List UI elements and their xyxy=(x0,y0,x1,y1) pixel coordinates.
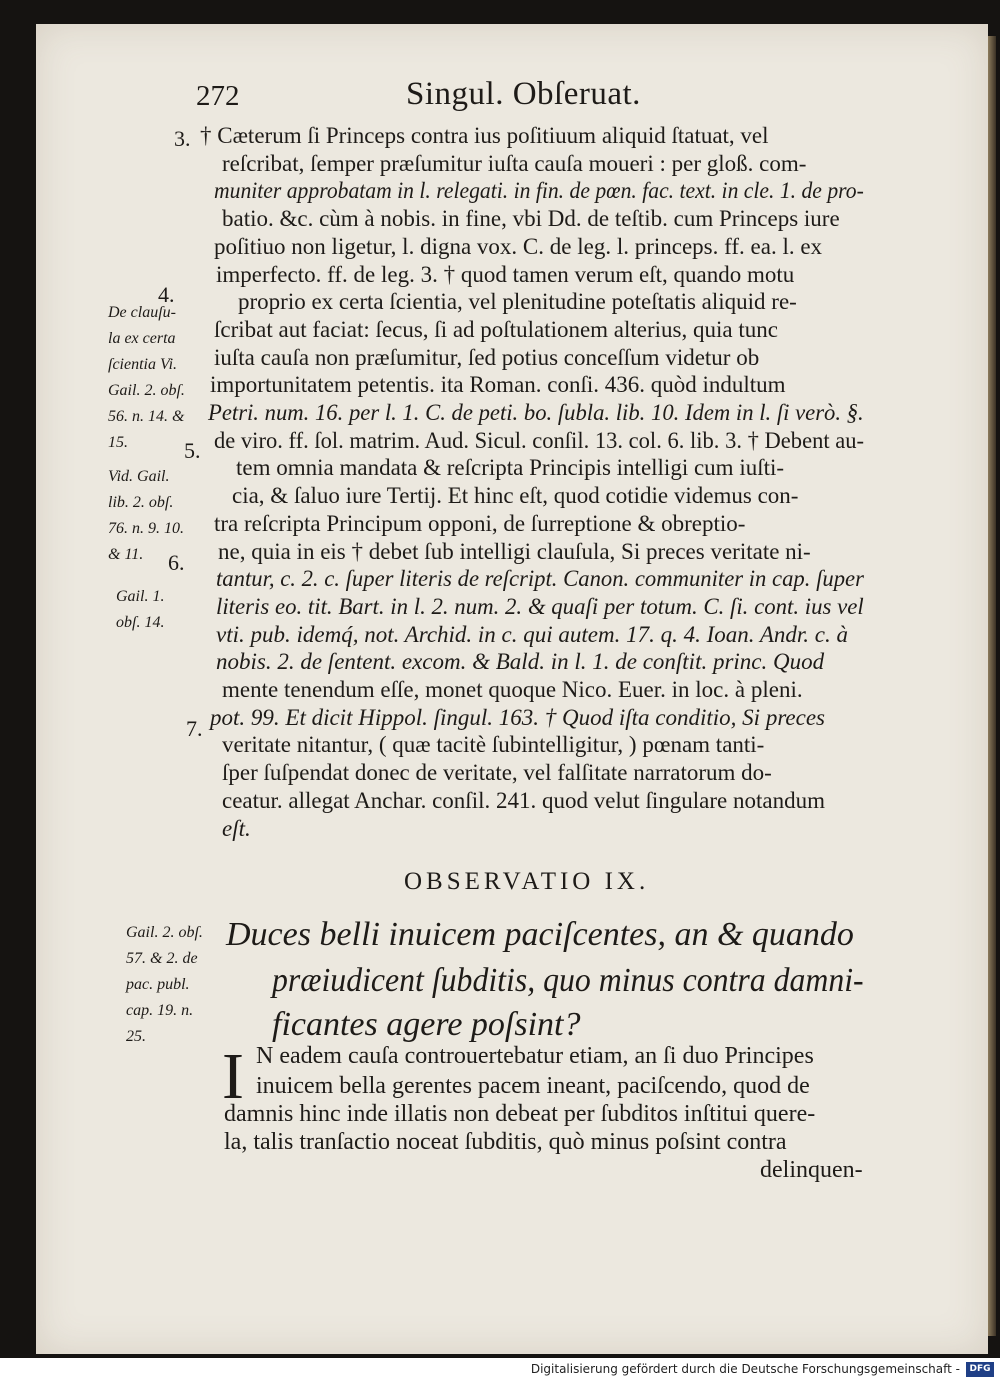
body-line: literis eo. tit. Bart. in l. 2. num. 2. & quaſi per totum. C. ſi. cont. ius vel xyxy=(216,594,864,619)
body-line: tantur, c. 2. c. ſuper literis de reſcript. Canon. communiter in cap. ſuper xyxy=(216,566,864,591)
body-line: muniter approbatam in l. relegati. in fin. de pœn. fac. text. in cle. 1. de pro- xyxy=(214,178,864,203)
body-line: veritate nitantur, ( quæ tacitè ſubintelligitur, ) pœnam tanti- xyxy=(222,732,765,757)
body-line: imperfecto. ff. de leg. 3. † quod tamen verum eſt, quando motu xyxy=(216,262,795,287)
running-title: Singul. Obſeruat. xyxy=(406,76,641,112)
paragraph-line: la, talis tranſactio noceat ſubditis, quò minus poſsint contra xyxy=(224,1129,787,1155)
body-line: vti. pub. idemq́, not. Archid. in c. qui autem. 17. q. 4. Ioan. Andr. c. à xyxy=(216,622,849,647)
question-line: præiudicent ſubditis, quo minus contra damni- xyxy=(272,962,864,999)
body-line: ſper ſuſpendat donec de veritate, vel falſitate narratorum do- xyxy=(222,760,772,785)
body-line: tem omnia mandata & reſcripta Principis intelligi cum iuſti- xyxy=(236,455,785,480)
page-number: 272 xyxy=(196,80,240,112)
body-line: tra reſcripta Principum opponi, de ſurreptione & obreptio- xyxy=(214,511,746,536)
body-line: de viro. ff. ſol. matrim. Aud. Sicul. conſil. 13. col. 6. lib. 3. † Debent au- xyxy=(214,428,865,453)
drop-cap: I xyxy=(222,1040,244,1113)
body-line: ceatur. allegat Anchar. conſil. 241. quod velut ſingulare notandum xyxy=(222,788,825,813)
body-line: ſcribat aut faciat: ſecus, ſi ad poſtulationem alterius, quia tunc xyxy=(214,317,778,342)
margin-note: Vid. Gail. lib. 2. obſ. 76. n. 9. 10. & 11. xyxy=(108,468,184,563)
body-line: iuſta cauſa non præſumitur, ſed potius conceſſum videtur ob xyxy=(214,345,760,370)
margin-number: 4. xyxy=(158,282,175,307)
paragraph-line: inuicem bella gerentes pacem ineant, paciſcendo, quod de xyxy=(256,1073,810,1099)
body-line: eſt. xyxy=(222,816,251,841)
dfg-logo: DFG xyxy=(966,1362,994,1377)
margin-note: De clauſu- la ex certa ſcientia Vi. Gail. 2. obſ. 56. n. 14. & 15. xyxy=(108,304,185,451)
footer-credit: Digitalisierung gefördert durch die Deutsche Forschungsgemeinschaft - xyxy=(530,1362,960,1376)
footer-bar xyxy=(0,1358,1000,1382)
margin-note: Gail. 1. obſ. 14. xyxy=(116,588,165,631)
margin-number: 3. xyxy=(174,126,191,151)
body-line: mente tenendum eſſe, monet quoque Nico. Euer. in loc. à pleni. xyxy=(222,677,803,702)
body-line: batio. &c. cùm à nobis. in fine, vbi Dd. de teſtib. cum Princeps iure xyxy=(222,206,840,231)
body-line: poſitiuo non ligetur, l. digna vox. C. de leg. l. princeps. ff. ea. l. ex xyxy=(214,234,823,259)
paragraph-line: N eadem cauſa controuertebatur etiam, an ſi duo Principes xyxy=(256,1043,814,1069)
page-edge xyxy=(988,36,996,1336)
body-line: † Cæterum ſi Princeps contra ius poſitiuum aliquid ſtatuat, vel xyxy=(200,123,769,148)
body-line: importunitatem petentis. ita Roman. conſi. 436. quòd indultum xyxy=(210,372,786,397)
question-line: ficantes agere poſsint? xyxy=(272,1006,581,1043)
body-line: ne, quia in eis † debet ſub intelligi clauſula, Si preces veritate ni- xyxy=(218,539,811,564)
margin-note: Gail. 2. obſ. 57. & 2. de pac. publ. cap. 19. n. 25. xyxy=(126,924,203,1045)
body-line: reſcribat, ſemper præſumitur iuſta cauſa moueri : per gloß. com- xyxy=(222,151,807,176)
paragraph-line: delinquen- xyxy=(760,1157,863,1183)
question-line: Duces belli inuicem paciſcentes, an & quando xyxy=(226,916,854,953)
section-heading: OBSERVATIO IX. xyxy=(404,868,650,895)
body-line: proprio ex certa ſcientia, vel plenitudine poteſtatis aliquid re- xyxy=(238,289,797,314)
margin-number: 6. xyxy=(168,550,185,575)
margin-number: 5. xyxy=(184,438,201,463)
margin-number: 7. xyxy=(186,716,203,741)
body-line: pot. 99. Et dicit Hippol. ſingul. 163. † Quod iſta conditio, Si preces xyxy=(210,705,825,730)
body-line: Petri. num. 16. per l. 1. C. de peti. bo. ſubla. lib. 10. Idem in l. ſi verò. §. xyxy=(208,400,864,425)
paragraph-line: damnis hinc inde illatis non debeat per ſubditos inſtitui quere- xyxy=(224,1101,816,1127)
body-line: cia, & ſaluo iure Tertij. Et hinc eſt, quod cotidie videmus con- xyxy=(232,483,799,508)
body-line: nobis. 2. de ſentent. excom. & Bald. in l. 1. de conſtit. princ. Quod xyxy=(216,649,825,674)
